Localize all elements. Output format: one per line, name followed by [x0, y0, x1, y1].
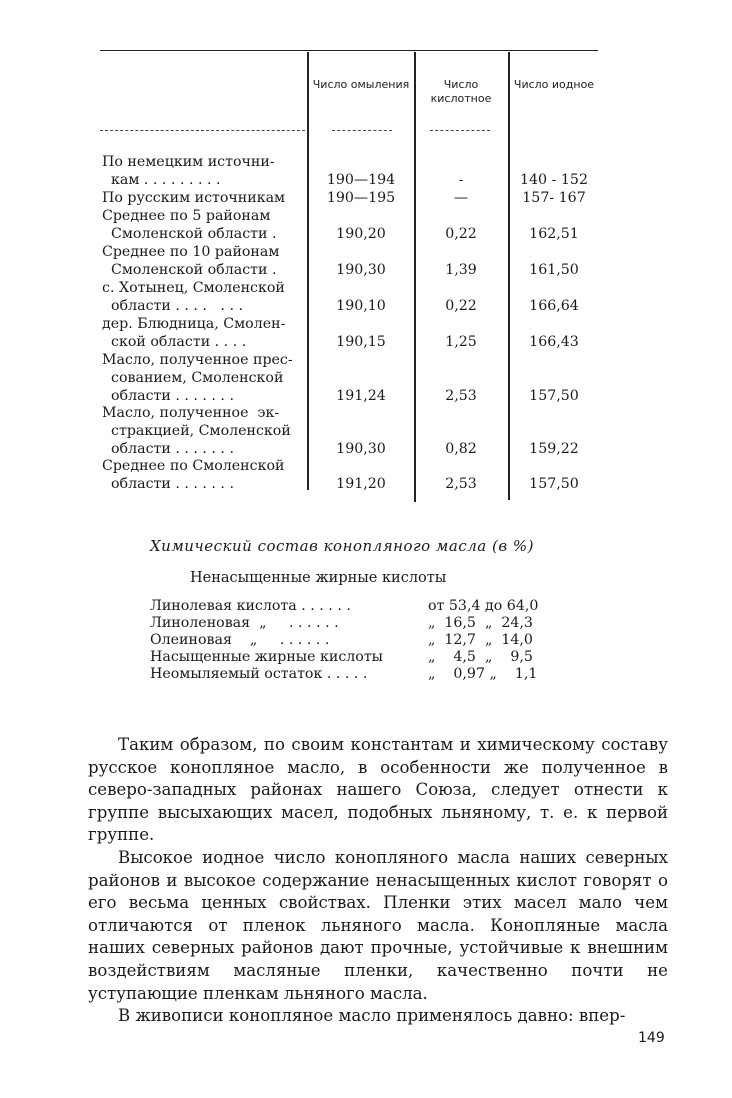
column-header-saponification: Число омыления: [312, 78, 410, 91]
list-item: [150, 649, 590, 666]
cell-iodine: 159,22: [529, 441, 579, 457]
acid-range: „ 0,97 „ 1,1: [428, 666, 538, 682]
cell-saponification: 190,15: [336, 334, 386, 350]
cell-iodine: 166,43: [529, 334, 579, 350]
column-header-iodine: Число иодное: [513, 78, 595, 91]
acid-range: от 53,4 до 64,0: [428, 598, 539, 614]
cell-iodine: 140 - 152: [520, 172, 588, 188]
body-text: [88, 734, 668, 1028]
cell-iodine: 157,50: [529, 388, 579, 404]
acid-name: Неомыляемый остаток . . . . .: [150, 666, 368, 682]
composition-subtitle: Ненасыщенные жирные кислоты: [190, 570, 447, 586]
cell-saponification: 190,20: [336, 226, 386, 242]
row-label: Среднее по Смоленской области . . . . . . .: [102, 458, 285, 492]
cell-acid: —: [453, 190, 469, 206]
acid-name: Насыщенные жирные кислоты: [150, 649, 383, 665]
cell-acid: 0,22: [445, 298, 477, 314]
row-label: Среднее по 5 районам Смоленской области .: [102, 208, 277, 242]
acid-name: Олеиновая „ . . . . . .: [150, 632, 330, 648]
header-rule: [430, 130, 490, 132]
cell-iodine: 166,64: [529, 298, 579, 314]
composition-list: [150, 598, 590, 683]
cell-acid: 2,53: [445, 476, 477, 492]
composition-title: Химический состав конопляного масла (в %): [150, 537, 534, 555]
paragraph: Таким образом, по своим константам и химическому составу русское конопляное масло, в особенности же полученное в северо-западных районах нашего Союза, следует отнести к группе высыхающих масел, подобных льняному, т. е. к первой группе.: [88, 735, 668, 845]
table-top-rule: [100, 50, 598, 51]
cell-iodine: 157,50: [529, 476, 579, 492]
row-label: По немецким источни- кам . . . . . . . . .: [102, 154, 275, 188]
column-header-acid: Число кислотное: [430, 78, 492, 105]
list-item: [150, 615, 590, 632]
cell-acid: 2,53: [445, 388, 477, 404]
header-rule: [332, 130, 392, 132]
row-label: Среднее по 10 районам Смоленской области .: [102, 244, 280, 278]
column-divider: [307, 52, 309, 490]
cell-saponification: 190,10: [336, 298, 386, 314]
list-item: [150, 666, 590, 683]
cell-saponification: 190—195: [326, 190, 396, 206]
column-divider: [508, 52, 510, 500]
acid-name: Линоленовая „ . . . . . .: [150, 615, 339, 631]
cell-saponification: 190—194: [326, 172, 396, 188]
row-label: дер. Блюдница, Смолен- ской области . . . .: [102, 316, 286, 350]
paragraph: Высокое иодное число конопляного масла наших северных районов и высокое содержание ненасыщенных кислот говорят о его весьма ценных свойствах. Пленки этих масел мало чем отличаются от пленок льняного масла. Конопляные масла наших северных районов дают прочные, устойчивые к внешним воздействиям масляные пленки, качественно почти не уступающие пленкам льняного масла.: [88, 847, 668, 1003]
cell-acid: 1,25: [445, 334, 477, 350]
cell-iodine: 162,51: [529, 226, 579, 242]
cell-acid: 0,82: [445, 441, 477, 457]
cell-saponification: 191,24: [336, 388, 386, 404]
header-rule: [100, 130, 305, 132]
acid-range: „ 4,5 „ 9,5: [428, 649, 533, 665]
row-label: По русским источникам: [102, 190, 286, 206]
cell-iodine: 161,50: [529, 262, 579, 278]
acid-range: „ 16,5 „ 24,3: [428, 615, 533, 631]
cell-acid: -: [458, 172, 464, 188]
row-label: с. Хотынец, Смоленской области . . . . . . .: [102, 280, 285, 314]
cell-saponification: 190,30: [336, 441, 386, 457]
page-number: 149: [638, 1030, 665, 1046]
properties-table: [100, 50, 600, 502]
row-label: Масло, полученное эк- стракцией, Смоленской области . . . . . . .: [102, 405, 291, 457]
list-item: [150, 632, 590, 649]
cell-acid: 0,22: [445, 226, 477, 242]
row-label: Масло, полученное прес- сованием, Смоленской области . . . . . . .: [102, 352, 293, 404]
cell-acid: 1,39: [445, 262, 477, 278]
cell-saponification: 191,20: [336, 476, 386, 492]
column-divider: [414, 52, 416, 502]
list-item: [150, 598, 590, 615]
acid-name: Линолевая кислота . . . . . .: [150, 598, 351, 614]
acid-range: „ 12,7 „ 14,0: [428, 632, 533, 648]
cell-saponification: 190,30: [336, 262, 386, 278]
cell-iodine: 157- 167: [522, 190, 586, 206]
paragraph: В живописи конопляное масло применялось давно: впер-: [118, 1006, 626, 1026]
